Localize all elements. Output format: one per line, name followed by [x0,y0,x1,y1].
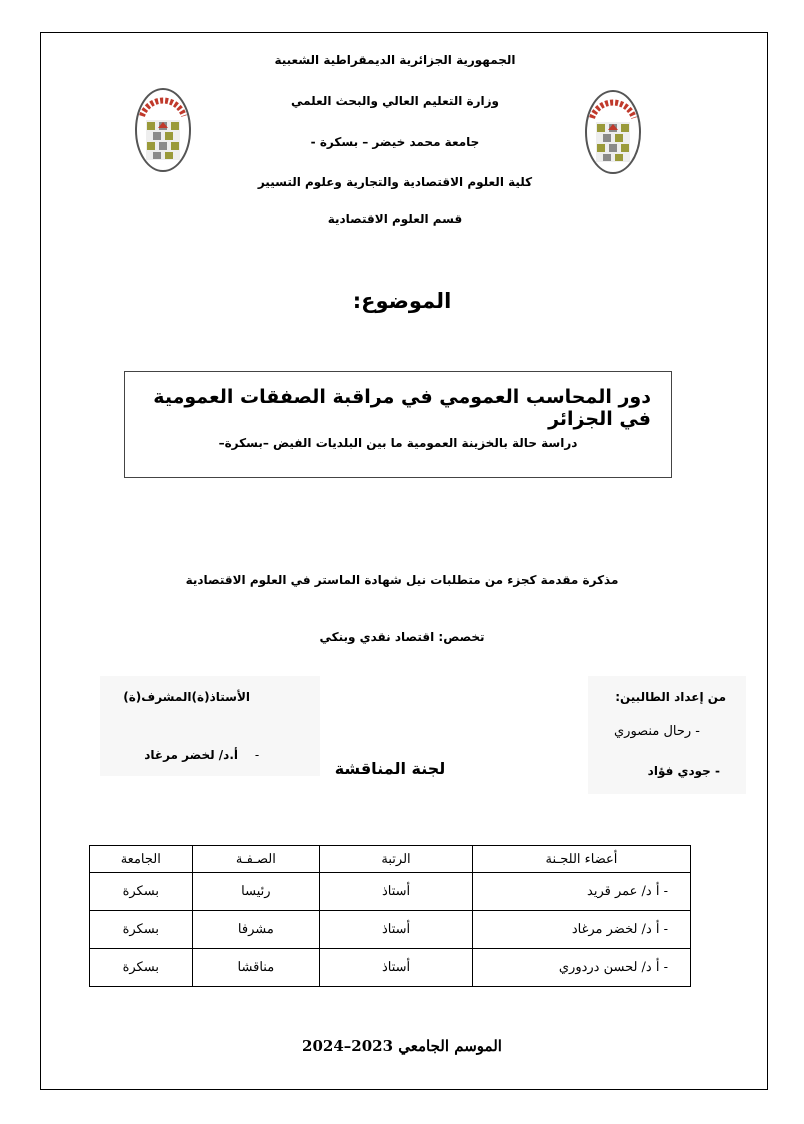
member-rank: أستاذ [320,873,473,911]
title-box [124,371,672,478]
table-row [90,911,691,949]
jury-table [89,845,691,987]
thesis-title: دور المحاسب العمومي في مراقبة الصفقات العمومية في الجزائر [153,386,651,430]
table-header-row [90,846,691,873]
student-name: - جودي فؤاد [647,764,720,778]
academic-season: الموسم الجامعي 2023–2024 [302,1037,502,1055]
table-row [90,949,691,987]
header-ministry: وزارة التعليم العالي والبحث العلمي [290,94,500,108]
member-role: مشرفا [192,911,320,949]
subject-label: الموضوع: [352,289,452,313]
supervisor-label: الأستاذ(ة)المشرف(ة) [123,690,250,704]
university-crest-icon [584,88,642,176]
member-name: - أ د/ عمر قريد [472,873,690,911]
supervisor-name: أ.د/ لخضر مرغاد [144,748,238,762]
thesis-note: مذكرة مقدمة كجزء من متطلبات نيل شهادة الماستر في العلوم الاقتصادية [185,573,619,587]
header-university: جامعة محمد خيضر – بسكرة - [310,135,480,149]
supervisor-dash: - [254,748,260,762]
member-rank: أستاذ [320,911,473,949]
students-label: من إعداد الطالبين: [615,690,726,704]
col-role: الصـفـة [192,846,320,873]
thesis-subtitle: دراسة حالة بالخزينة العمومية ما بين البلديات الفيض –بسكرة– [218,436,578,450]
member-university: بسكرة [90,873,193,911]
col-university: الجامعة [90,846,193,873]
specialty: تخصص: اقتصاد نقدي وبنكي [319,630,485,644]
member-rank: أستاذ [320,949,473,987]
member-name: - أ د/ لحسن دردوري [472,949,690,987]
member-university: بسكرة [90,911,193,949]
member-university: بسكرة [90,949,193,987]
student-name: - رحال منصوري [613,724,700,739]
member-role: مناقشا [192,949,320,987]
table-row [90,873,691,911]
header-faculty: كلية العلوم الاقتصادية والتجارية وعلوم التسيير [257,175,533,189]
header-department: قسم العلوم الاقتصادية [327,212,463,226]
col-members: أعضاء اللجـنة [472,846,690,873]
member-role: رئيسا [192,873,320,911]
university-crest-icon [134,86,192,174]
header-republic: الجمهورية الجزائرية الديمقراطية الشعبية [274,53,516,67]
committee-label: لجنة المناقشة [334,759,446,778]
member-name: - أ د/ لخضر مرغاد [472,911,690,949]
col-rank: الرتبة [320,846,473,873]
